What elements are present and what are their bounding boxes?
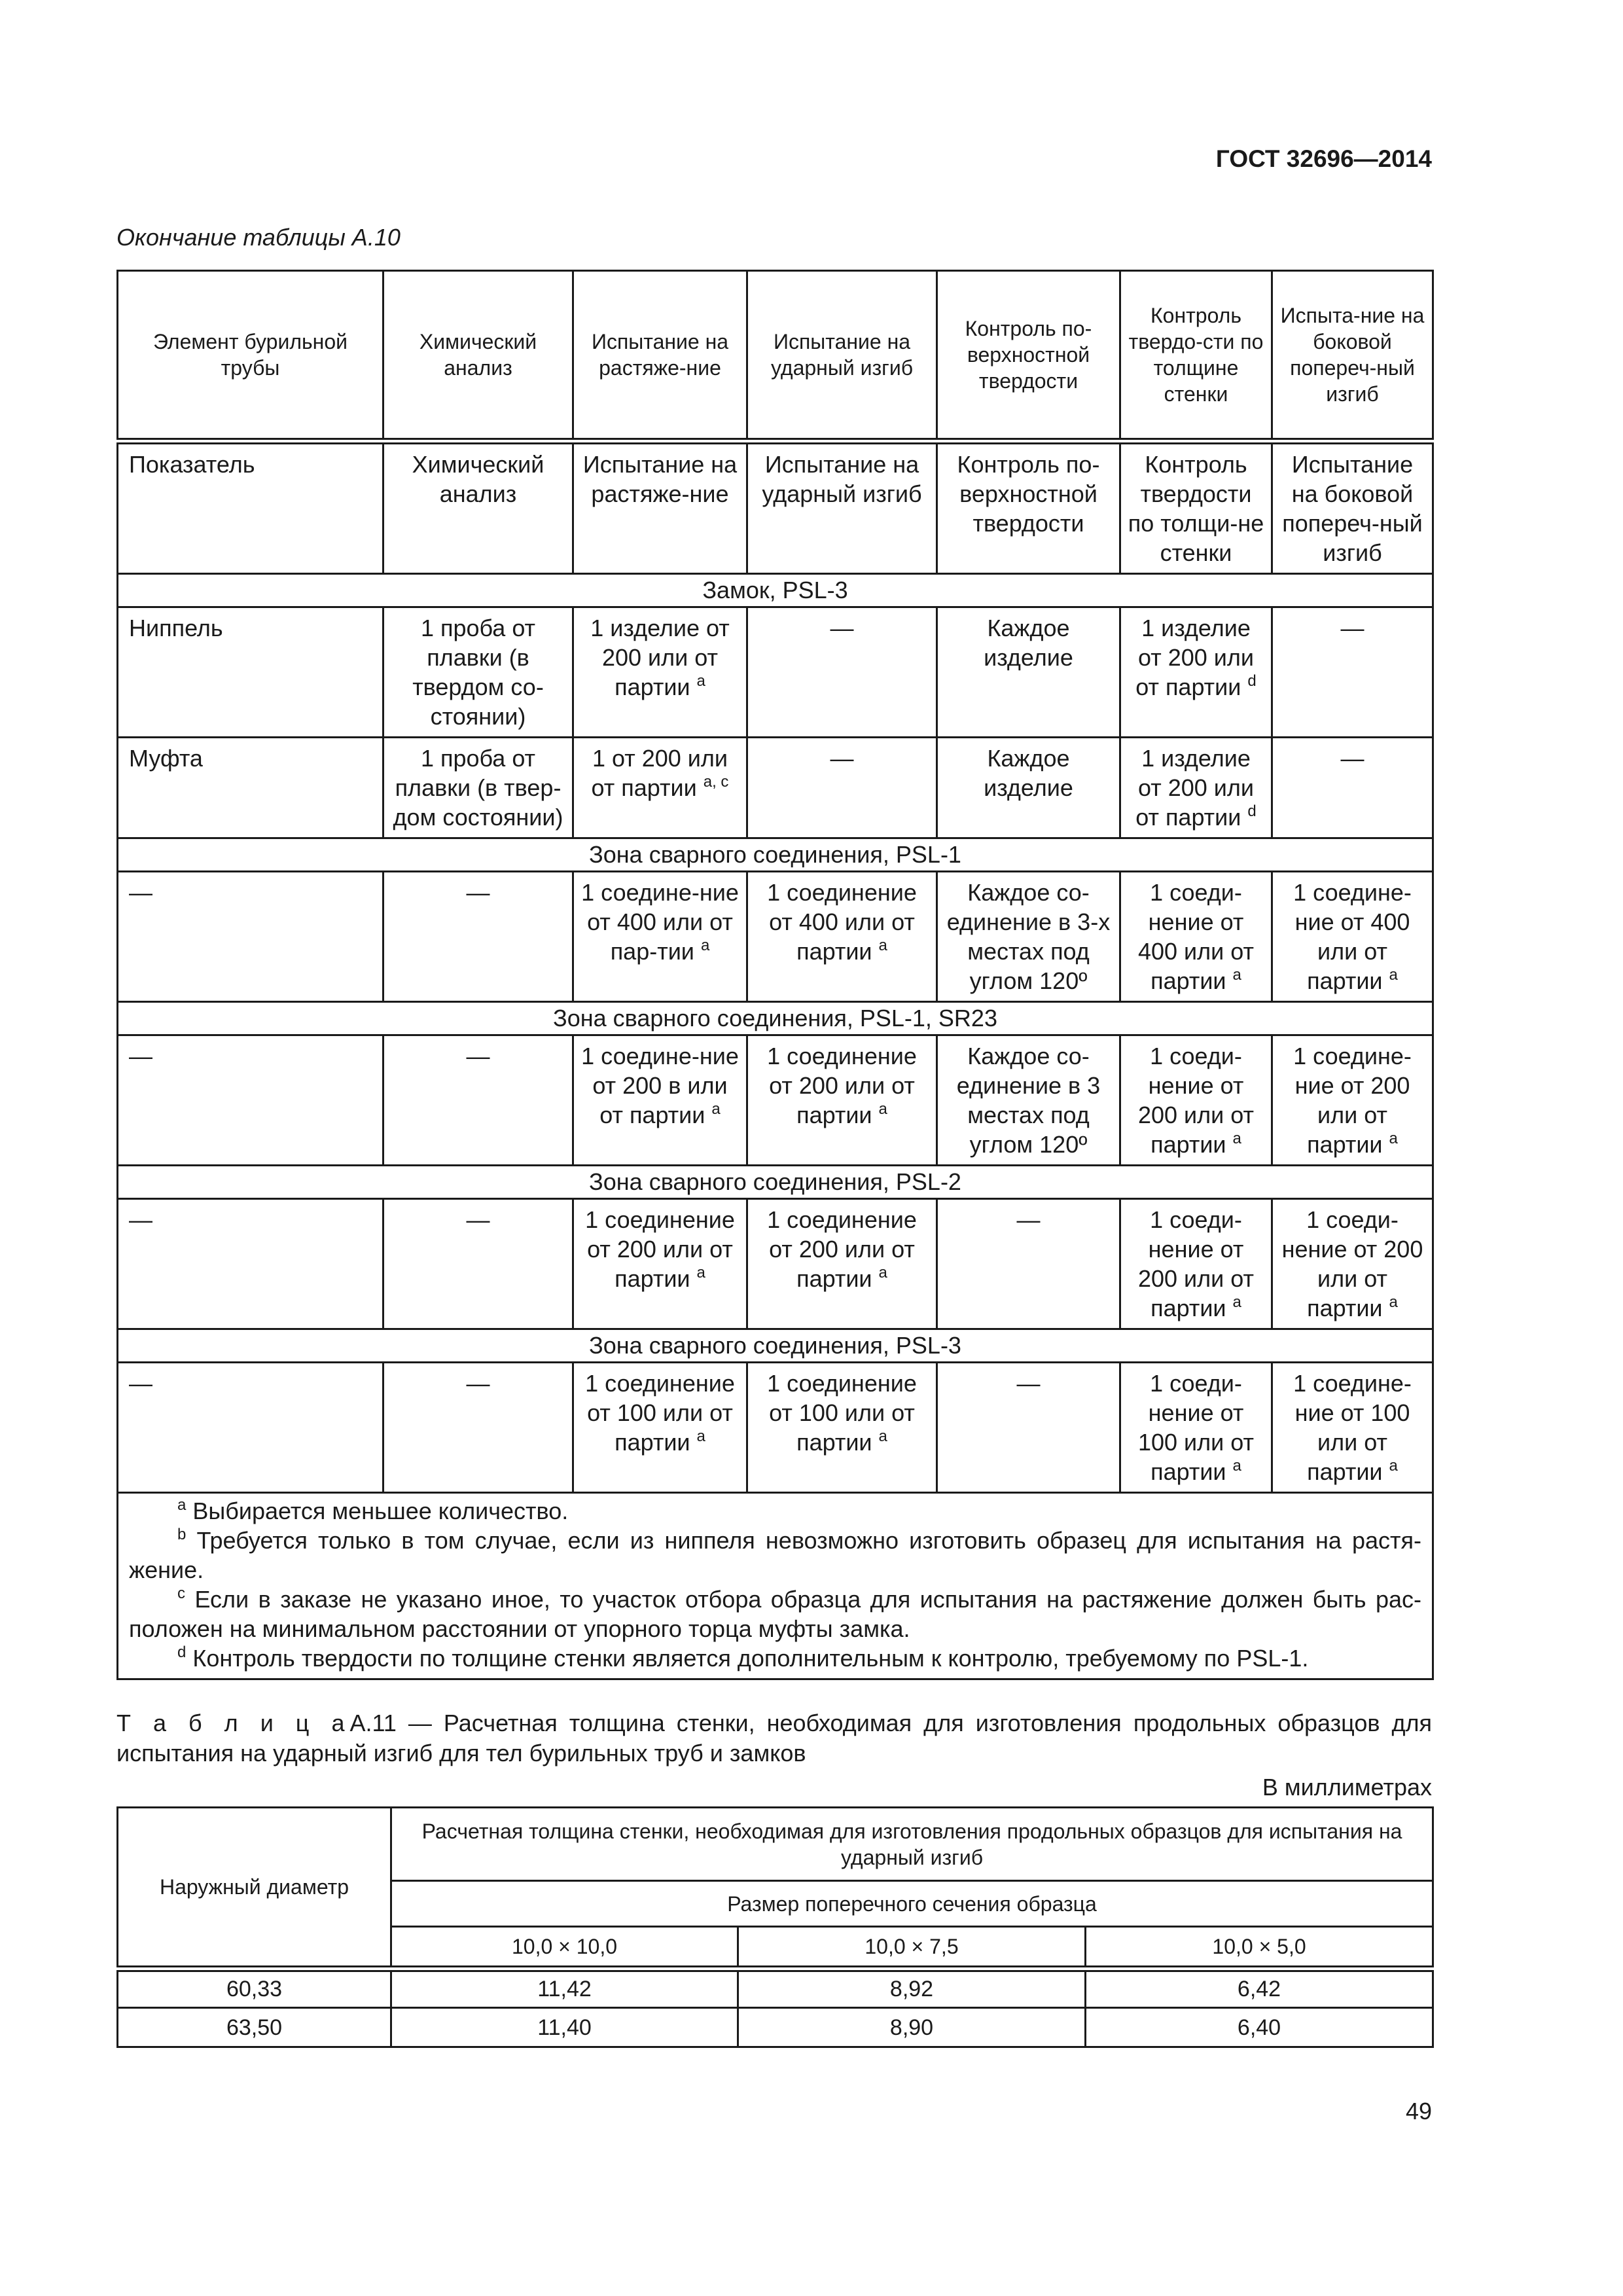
table-row — [118, 1199, 1433, 1329]
col-header-wall: Контроль твердо-сти по толщине стенки — [1120, 271, 1272, 442]
col-header-group: Расчетная толщина стенки, необходимая для изготовления продольных образцов для испытания на ударный изгиб — [391, 1808, 1433, 1881]
page-number: 49 — [1405, 2098, 1432, 2125]
indicator-cell: Химический анализ — [383, 441, 573, 574]
cell-element: — — [118, 1199, 383, 1329]
cell-chem: 1 проба от плавки (в твер-дом состоянии) — [383, 738, 573, 838]
indicator-cell: Испытание на ударный изгиб — [747, 441, 937, 574]
col-header-outer-diameter: Наружный диаметр — [118, 1808, 391, 1969]
col-header-surface: Контроль по-верхностной твердости — [937, 271, 1120, 442]
cell-impact: 1 соединение от 400 или от партии $^a$ — [747, 872, 937, 1002]
cell-lateral: 1 соедине-ние от 400 или от партии $^a$ — [1272, 872, 1433, 1002]
cell-surface: Каждое со-единение в 3-х местах под углом 120º — [937, 872, 1120, 1002]
col-header-subgroup: Размер поперечного сечения образца — [391, 1881, 1433, 1927]
cell-tensile: 1 соединение от 200 или от партии $^a$ — [573, 1199, 747, 1329]
table-row — [118, 738, 1433, 838]
cell-element: — — [118, 1363, 383, 1493]
zone-title: Зона сварного соединения, PSL-2 — [118, 1166, 1433, 1199]
units-note: В миллиметрах — [1262, 1774, 1432, 1801]
cell-impact: — — [747, 738, 937, 838]
indicator-cell: Контроль твердости по толщи-не стенки — [1120, 441, 1272, 574]
cell-outer-diameter: 63,50 — [118, 2008, 391, 2047]
table-a11-header-row — [118, 1808, 1433, 1881]
table-row — [118, 2008, 1433, 2047]
zone-title-row — [118, 1329, 1433, 1363]
cell-surface: — — [937, 1363, 1120, 1493]
cell-outer-diameter: 60,33 — [118, 1969, 391, 2008]
cell-impact: 1 соединение от 200 или от партии $^a$ — [747, 1035, 937, 1166]
cell-tensile: 1 от 200 или от партии $^{a, c}$ — [573, 738, 747, 838]
zone-title-row — [118, 574, 1433, 607]
cell-impact: 1 соединение от 200 или от партии $^a$ — [747, 1199, 937, 1329]
cell-wall: 1 изделие от 200 или от партии $^d$ — [1120, 607, 1272, 738]
indicator-cell: Испытание на растяже-ние — [573, 441, 747, 574]
cell-lateral: 1 соедине-ние от 200 или от партии $^a$ — [1272, 1035, 1433, 1166]
cell-thickness: 8,92 — [738, 1969, 1086, 2008]
zone-title-row — [118, 1166, 1433, 1199]
table-row — [118, 607, 1433, 738]
col-header-impact: Испытание на ударный изгиб — [747, 271, 937, 442]
cell-element: — — [118, 1035, 383, 1166]
footnote: $^c$ Если в заказе не указано иное, то участок отбора образца для испытания на растяжение должен быть рас-положен на минимальном расстоянии от упорного торца муфты замка. — [129, 1585, 1421, 1642]
table-row — [118, 1363, 1433, 1493]
cell-wall: 1 соеди-нение от 400 или от партии $^a$ — [1120, 872, 1272, 1002]
cell-surface: Каждое со-единение в 3 местах под углом 120º — [937, 1035, 1120, 1166]
cell-surface: Каждое изделие — [937, 607, 1120, 738]
cell-wall: 1 соеди-нение от 100 или от партии $^a$ — [1120, 1363, 1272, 1493]
col-header-chem: Химический анализ — [383, 271, 573, 442]
indicator-cell: Контроль по-верхностной твердости — [937, 441, 1120, 574]
zone-title: Зона сварного соединения, PSL-1 — [118, 838, 1433, 872]
table-row — [118, 1035, 1433, 1166]
footnote: $^b$ Требуется только в том случае, если из ниппеля невозможно изготовить образец для испытания на растя-жение. — [129, 1526, 1421, 1583]
table-a10 — [116, 270, 1434, 1680]
cell-thickness: 6,40 — [1086, 2008, 1433, 2047]
col-header-lateral: Испыта-ние на боковой попереч-ный изгиб — [1272, 271, 1433, 442]
cell-surface: — — [937, 1199, 1120, 1329]
cell-impact: — — [747, 607, 937, 738]
cell-thickness: 11,42 — [391, 1969, 738, 2008]
cell-chem: — — [383, 1035, 573, 1166]
cell-lateral: 1 соеди-нение от 200 или от партии $^a$ — [1272, 1199, 1433, 1329]
cell-thickness: 11,40 — [391, 2008, 738, 2047]
indicator-cell: Испытание на боковой попереч-ный изгиб — [1272, 441, 1433, 574]
zone-title-row — [118, 1002, 1433, 1035]
cell-element: — — [118, 872, 383, 1002]
table-a10-header-row — [118, 271, 1433, 442]
col-header-size: 10,0 × 5,0 — [1086, 1927, 1433, 1969]
cell-lateral: 1 соедине-ние от 100 или от партии $^a$ — [1272, 1363, 1433, 1493]
zone-title: Зона сварного соединения, PSL-1, SR23 — [118, 1002, 1433, 1035]
cell-chem: — — [383, 1199, 573, 1329]
cell-element: Ниппель — [118, 607, 383, 738]
zone-title-row — [118, 838, 1433, 872]
cell-tensile: 1 соединение от 100 или от партии $^a$ — [573, 1363, 747, 1493]
cell-lateral: — — [1272, 607, 1433, 738]
footnotes-row — [118, 1493, 1433, 1679]
cell-tensile: 1 соедине-ние от 200 в или от партии $^a$ — [573, 1035, 747, 1166]
zone-title: Замок, PSL-3 — [118, 574, 1433, 607]
cell-thickness: 6,42 — [1086, 1969, 1433, 2008]
table-row — [118, 872, 1433, 1002]
table-row — [118, 1969, 1433, 2008]
cell-wall: 1 соеди-нение от 200 или от партии $^a$ — [1120, 1035, 1272, 1166]
zone-title: Зона сварного соединения, PSL-3 — [118, 1329, 1433, 1363]
standard-designation: ГОСТ 32696—2014 — [1215, 145, 1432, 172]
footnote: $^a$ Выбирается меньшее количество. — [177, 1496, 569, 1524]
col-header-size: 10,0 × 10,0 — [391, 1927, 738, 1969]
col-header-size: 10,0 × 7,5 — [738, 1927, 1086, 1969]
table-a11 — [116, 1806, 1434, 2048]
cell-chem: — — [383, 872, 573, 1002]
cell-thickness: 8,90 — [738, 2008, 1086, 2047]
indicator-row — [118, 441, 1433, 574]
cell-wall: 1 изделие от 200 или от партии $^d$ — [1120, 738, 1272, 838]
col-header-tensile: Испытание на растяже-ние — [573, 271, 747, 442]
cell-surface: Каждое изделие — [937, 738, 1120, 838]
table-a11-title: Т а б л и ц аА.11 — Расчетная толщина стенки, необходимая для изготовления продольных образцов для испытания на ударный изгиб для тел бурильных труб и замков — [116, 1710, 1432, 1767]
cell-chem: — — [383, 1363, 573, 1493]
cell-tensile: 1 изделие от 200 или от партии $^a$ — [573, 607, 747, 738]
cell-wall: 1 соеди-нение от 200 или от партии $^a$ — [1120, 1199, 1272, 1329]
footnote: $^d$ Контроль твердости по толщине стенки является дополнительным к контролю, требуемому по PSL-1. — [177, 1643, 1309, 1672]
cell-tensile: 1 соедине-ние от 400 или от пар-тии $^a$ — [573, 872, 747, 1002]
cell-lateral: — — [1272, 738, 1433, 838]
cell-impact: 1 соединение от 100 или от партии $^a$ — [747, 1363, 937, 1493]
footnotes — [118, 1493, 1433, 1679]
table-continuation-caption: Окончание таблицы А.10 — [116, 224, 401, 251]
indicator-cell: Показатель — [118, 441, 383, 574]
col-header-element: Элемент бурильной трубы — [118, 271, 383, 442]
cell-chem: 1 проба от плавки (в твердом со-стоянии) — [383, 607, 573, 738]
cell-element: Муфта — [118, 738, 383, 838]
